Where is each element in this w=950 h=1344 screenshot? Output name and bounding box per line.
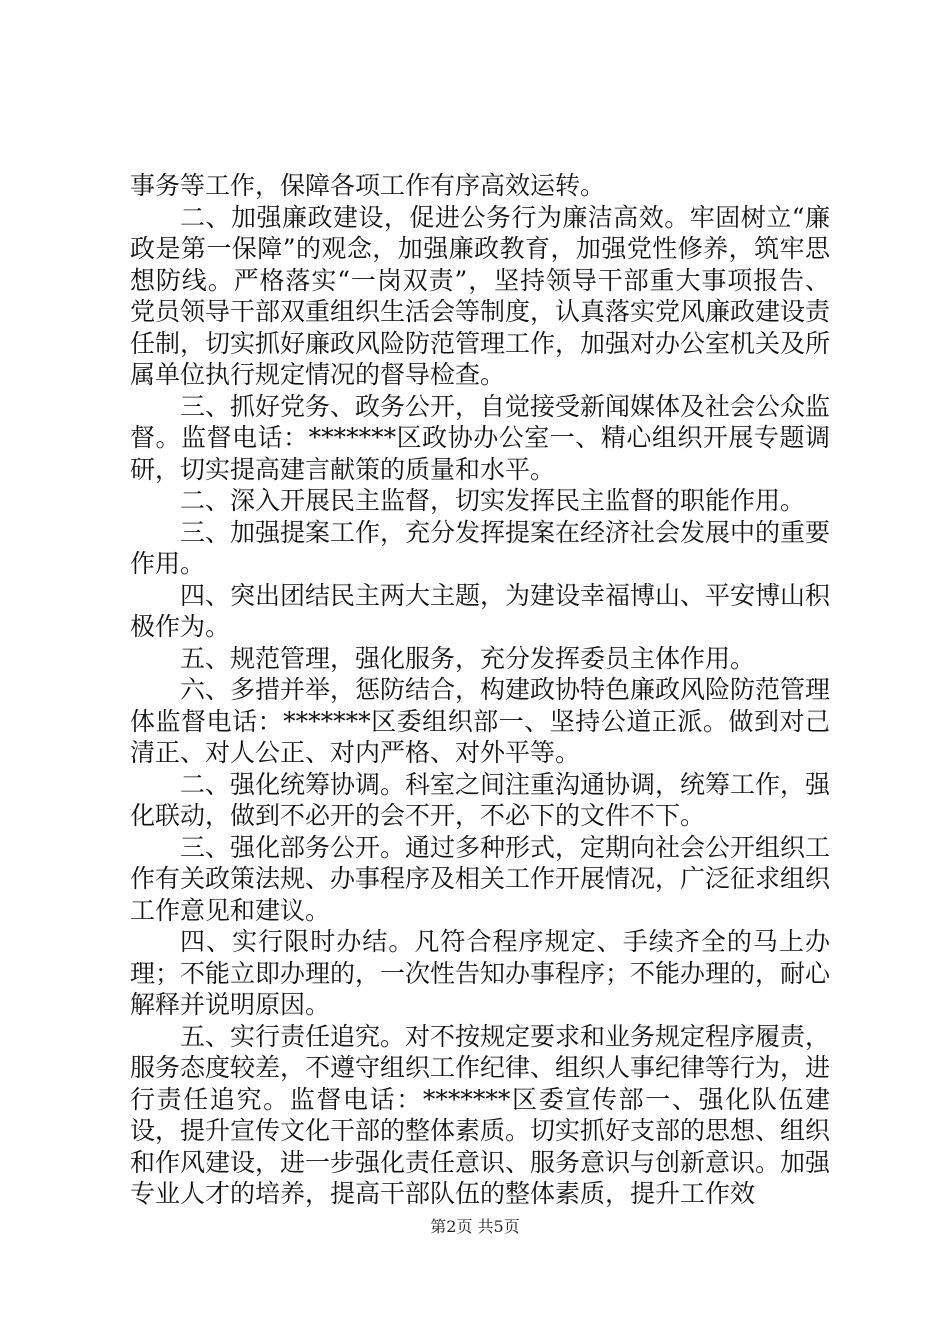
paragraph: 三、强化部务公开。通过多种形式，定期向社会公开组织工作有关政策法规、办事程序及相关工作开展情况，广泛征求组织工作意见和建议。 [130,832,831,925]
paragraph: 三、抓好党务、政务公开，自觉接受新闻媒体及社会公众监督。监督电话：*******区政协办公室一、精心组织开展专题调研，切实提高建言献策的质量和水平。 [130,391,831,484]
paragraph: 三、加强提案工作，充分发挥提案在经济社会发展中的重要作用。 [130,517,831,578]
page-number: 第2页 共5页 [430,1217,520,1236]
paragraph: 六、多措并举，惩防结合，构建政协特色廉政风险防范管理体监督电话：*******区委组织部一、坚持公道正派。做到对己清正、对人公正、对内严格、对外平等。 [130,675,831,767]
paragraph: 五、实行责任追究。对不按规定要求和业务规定程序履责，服务态度较差，不遵守组织工作纪律、组织人事纪律等行为，进行责任追究。监督电话：*******区委宣传部一、强化队伍建设，提升宣传文化干部的整体素质。切实抓好支部的思想、组织和作风建设，进一步强化责任意识、服务意识与创新意识。加强专业人才的培养，提高干部队伍的整体素质，提升工作效 [130,1021,831,1208]
paragraph: 四、突出团结民主两大主题，为建设幸福博山、平安博山积极作为。 [130,580,831,641]
page-footer [0,1214,950,1237]
paragraph: 二、强化统筹协调。科室之间注重沟通协调，统筹工作，强化联动，做到不必开的会不开，不必下的文件不下。 [130,769,831,830]
paragraph-continuation: 事务等工作，保障各项工作有序高效运转。 [130,171,606,200]
paragraph: 二、深入开展民主监督，切实发挥民主监督的职能作用。 [180,486,806,515]
paragraph: 四、实行限时办结。凡符合程序规定、手续齐全的马上办理；不能立即办理的，一次性告知办事程序；不能办理的，耐心解释并说明原因。 [130,927,831,1019]
paragraph: 五、规范管理，强化服务，充分发挥委员主体作用。 [180,643,756,673]
paragraph: 二、加强廉政建设，促进公务行为廉洁高效。牢固树立“廉政是第一保障”的观念，加强廉政教育，加强党性修养，筑牢思想防线。严格落实“一岗双责”，坚持领导干部重大事项报告、党员领导干部双重组织生活会等制度，认真落实党风廉政建设责任制，切实抓好廉政风险防范管理工作，加强对办公室机关及所属单位执行规定情况的督导检查。 [130,202,831,389]
document-body [130,170,830,1210]
